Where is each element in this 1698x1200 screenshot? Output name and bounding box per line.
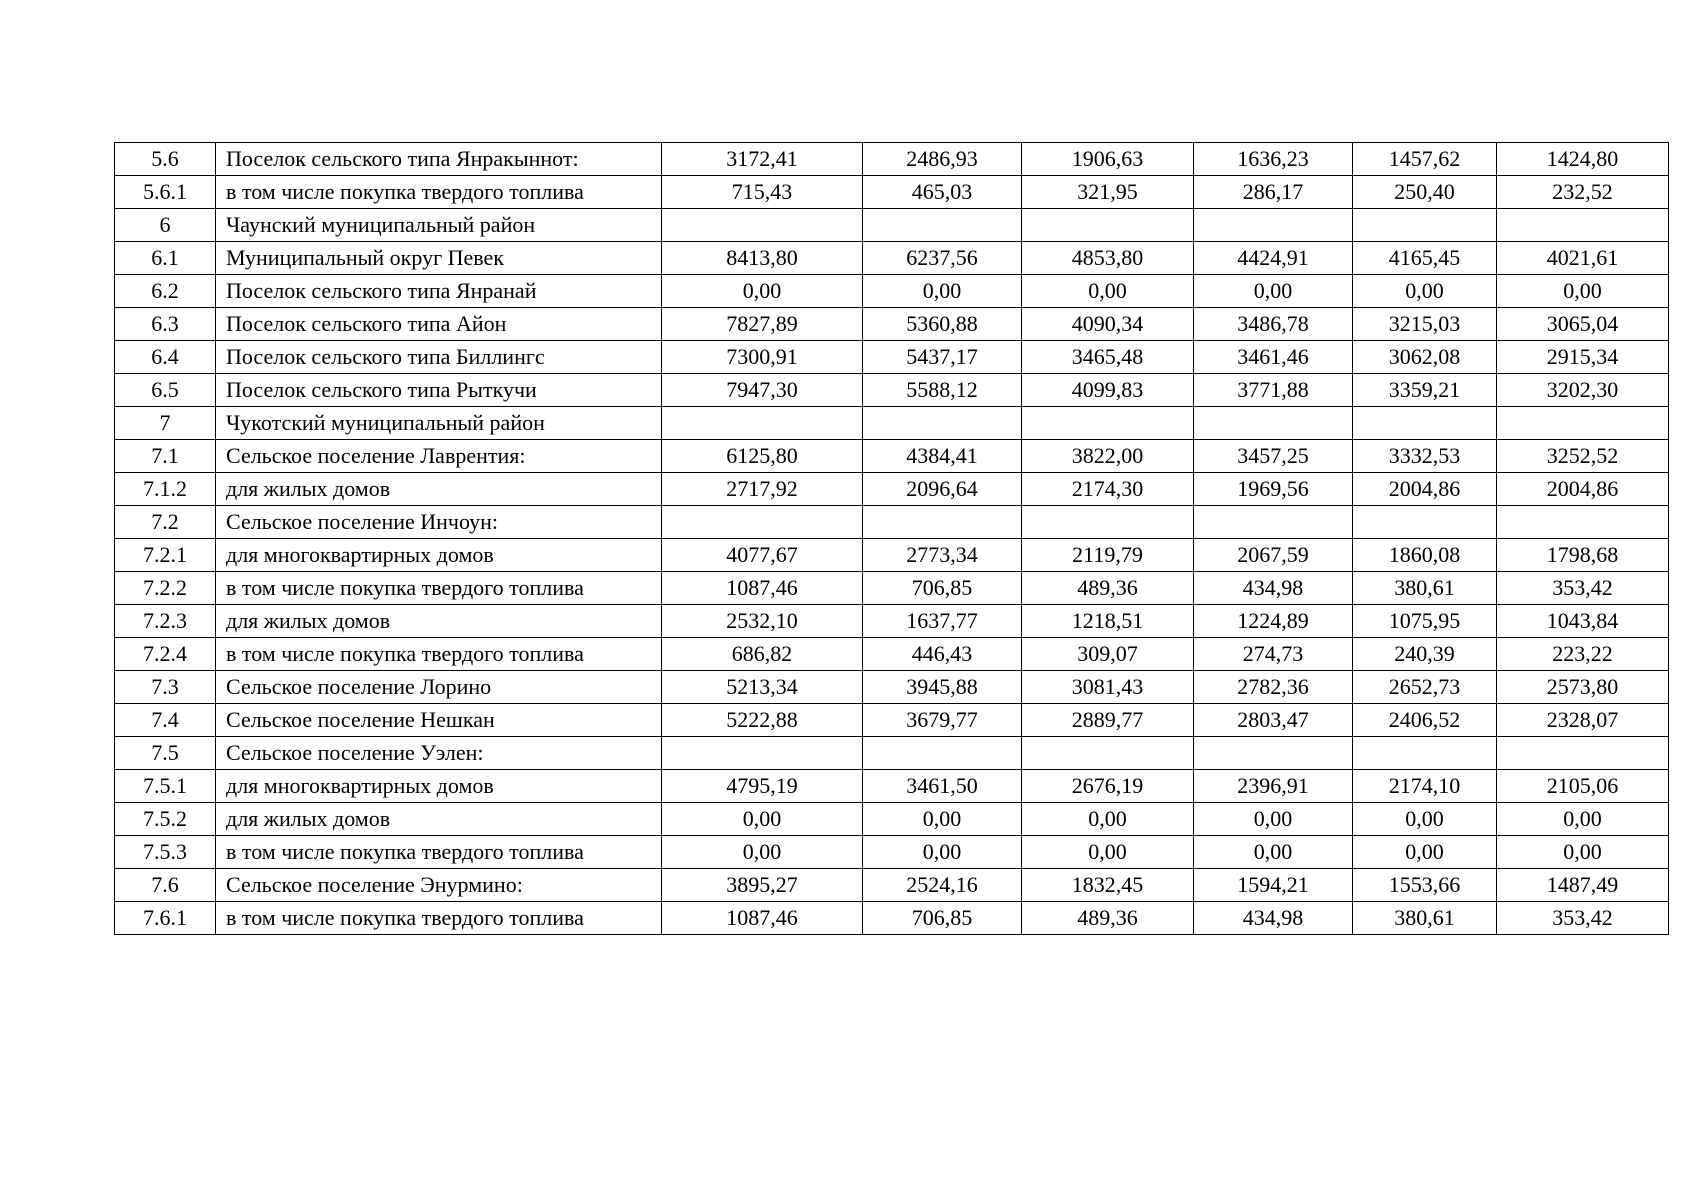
value-cell: 0,00 bbox=[1022, 275, 1194, 308]
row-name-cell: Поселок сельского типа Биллингс bbox=[216, 341, 662, 374]
value-cell: 380,61 bbox=[1353, 572, 1497, 605]
value-cell: 2486,93 bbox=[863, 143, 1022, 176]
row-name-cell: Сельское поселение Лаврентия: bbox=[216, 440, 662, 473]
value-cell: 0,00 bbox=[863, 275, 1022, 308]
value-cell: 2782,36 bbox=[1194, 671, 1353, 704]
value-cell: 489,36 bbox=[1022, 572, 1194, 605]
value-cell bbox=[1353, 209, 1497, 242]
value-cell: 2174,10 bbox=[1353, 770, 1497, 803]
table-row bbox=[115, 209, 1669, 242]
value-cell: 2004,86 bbox=[1497, 473, 1669, 506]
table-row bbox=[115, 242, 1669, 275]
value-cell: 0,00 bbox=[1353, 836, 1497, 869]
value-cell: 353,42 bbox=[1497, 572, 1669, 605]
value-cell: 1636,23 bbox=[1194, 143, 1353, 176]
value-cell bbox=[1022, 506, 1194, 539]
table-row bbox=[115, 143, 1669, 176]
value-cell: 5588,12 bbox=[863, 374, 1022, 407]
row-number-cell: 7.4 bbox=[115, 704, 216, 737]
row-number-cell: 6.4 bbox=[115, 341, 216, 374]
value-cell: 1969,56 bbox=[1194, 473, 1353, 506]
value-cell: 2652,73 bbox=[1353, 671, 1497, 704]
value-cell: 465,03 bbox=[863, 176, 1022, 209]
value-cell: 0,00 bbox=[1194, 836, 1353, 869]
value-cell: 309,07 bbox=[1022, 638, 1194, 671]
value-cell bbox=[1497, 209, 1669, 242]
value-cell bbox=[1497, 506, 1669, 539]
value-cell bbox=[1353, 407, 1497, 440]
value-cell bbox=[662, 209, 863, 242]
value-cell: 686,82 bbox=[662, 638, 863, 671]
row-name-cell: Поселок сельского типа Айон bbox=[216, 308, 662, 341]
value-cell: 2773,34 bbox=[863, 539, 1022, 572]
table-row bbox=[115, 638, 1669, 671]
row-number-cell: 7.1 bbox=[115, 440, 216, 473]
value-cell: 434,98 bbox=[1194, 572, 1353, 605]
value-cell: 2396,91 bbox=[1194, 770, 1353, 803]
table-row bbox=[115, 902, 1669, 935]
value-cell: 3679,77 bbox=[863, 704, 1022, 737]
row-number-cell: 7.1.2 bbox=[115, 473, 216, 506]
table-row bbox=[115, 803, 1669, 836]
value-cell: 2105,06 bbox=[1497, 770, 1669, 803]
row-name-cell: для многоквартирных домов bbox=[216, 539, 662, 572]
value-cell: 5360,88 bbox=[863, 308, 1022, 341]
value-cell: 2524,16 bbox=[863, 869, 1022, 902]
value-cell bbox=[1497, 407, 1669, 440]
row-name-cell: Муниципальный округ Певек bbox=[216, 242, 662, 275]
value-cell: 2406,52 bbox=[1353, 704, 1497, 737]
value-cell: 1637,77 bbox=[863, 605, 1022, 638]
value-cell: 286,17 bbox=[1194, 176, 1353, 209]
value-cell: 3945,88 bbox=[863, 671, 1022, 704]
value-cell: 3895,27 bbox=[662, 869, 863, 902]
value-cell bbox=[863, 209, 1022, 242]
table-row bbox=[115, 704, 1669, 737]
value-cell: 3771,88 bbox=[1194, 374, 1353, 407]
row-name-cell: в том числе покупка твердого топлива bbox=[216, 572, 662, 605]
value-cell: 0,00 bbox=[662, 803, 863, 836]
table-row bbox=[115, 341, 1669, 374]
value-cell: 1075,95 bbox=[1353, 605, 1497, 638]
value-cell: 250,40 bbox=[1353, 176, 1497, 209]
value-cell: 2915,34 bbox=[1497, 341, 1669, 374]
row-number-cell: 6.5 bbox=[115, 374, 216, 407]
value-cell: 3332,53 bbox=[1353, 440, 1497, 473]
row-number-cell: 7.3 bbox=[115, 671, 216, 704]
value-cell: 0,00 bbox=[1497, 836, 1669, 869]
row-name-cell: в том числе покупка твердого топлива bbox=[216, 176, 662, 209]
value-cell: 0,00 bbox=[1353, 803, 1497, 836]
value-cell: 2889,77 bbox=[1022, 704, 1194, 737]
row-number-cell: 6.3 bbox=[115, 308, 216, 341]
value-cell: 1218,51 bbox=[1022, 605, 1194, 638]
value-cell bbox=[863, 737, 1022, 770]
value-cell bbox=[1194, 737, 1353, 770]
value-cell: 1594,21 bbox=[1194, 869, 1353, 902]
value-cell: 2532,10 bbox=[662, 605, 863, 638]
row-name-cell: Чаунский муниципальный район bbox=[216, 209, 662, 242]
value-cell bbox=[1022, 209, 1194, 242]
value-cell: 1553,66 bbox=[1353, 869, 1497, 902]
value-cell: 0,00 bbox=[662, 836, 863, 869]
value-cell: 5437,17 bbox=[863, 341, 1022, 374]
row-name-cell: для жилых домов bbox=[216, 473, 662, 506]
value-cell: 2328,07 bbox=[1497, 704, 1669, 737]
value-cell: 3486,78 bbox=[1194, 308, 1353, 341]
value-cell: 4165,45 bbox=[1353, 242, 1497, 275]
value-cell bbox=[863, 407, 1022, 440]
row-number-cell: 7 bbox=[115, 407, 216, 440]
row-name-cell: Сельское поселение Инчоун: bbox=[216, 506, 662, 539]
value-cell: 0,00 bbox=[1497, 275, 1669, 308]
row-name-cell: в том числе покупка твердого топлива bbox=[216, 836, 662, 869]
value-cell: 3461,46 bbox=[1194, 341, 1353, 374]
value-cell: 0,00 bbox=[1022, 836, 1194, 869]
table-row bbox=[115, 770, 1669, 803]
value-cell: 1798,68 bbox=[1497, 539, 1669, 572]
row-number-cell: 7.6 bbox=[115, 869, 216, 902]
row-number-cell: 7.5.2 bbox=[115, 803, 216, 836]
row-name-cell: в том числе покупка твердого топлива bbox=[216, 638, 662, 671]
value-cell: 1457,62 bbox=[1353, 143, 1497, 176]
value-cell bbox=[1353, 737, 1497, 770]
value-cell: 2119,79 bbox=[1022, 539, 1194, 572]
row-name-cell: Сельское поселение Энурмино: bbox=[216, 869, 662, 902]
value-cell: 3461,50 bbox=[863, 770, 1022, 803]
value-cell: 0,00 bbox=[1353, 275, 1497, 308]
value-cell: 3359,21 bbox=[1353, 374, 1497, 407]
value-cell: 2803,47 bbox=[1194, 704, 1353, 737]
value-cell: 2573,80 bbox=[1497, 671, 1669, 704]
value-cell: 3252,52 bbox=[1497, 440, 1669, 473]
value-cell: 3457,25 bbox=[1194, 440, 1353, 473]
value-cell: 5222,88 bbox=[662, 704, 863, 737]
row-name-cell: Сельское поселение Лорино bbox=[216, 671, 662, 704]
row-name-cell: Сельское поселение Уэлен: bbox=[216, 737, 662, 770]
table-row bbox=[115, 869, 1669, 902]
row-number-cell: 7.6.1 bbox=[115, 902, 216, 935]
table-body bbox=[115, 143, 1669, 935]
value-cell: 1906,63 bbox=[1022, 143, 1194, 176]
value-cell: 5213,34 bbox=[662, 671, 863, 704]
value-cell bbox=[1194, 506, 1353, 539]
value-cell: 4099,83 bbox=[1022, 374, 1194, 407]
value-cell: 1424,80 bbox=[1497, 143, 1669, 176]
value-cell: 2676,19 bbox=[1022, 770, 1194, 803]
row-number-cell: 7.2.3 bbox=[115, 605, 216, 638]
table-row bbox=[115, 473, 1669, 506]
value-cell: 1087,46 bbox=[662, 572, 863, 605]
value-cell: 3465,48 bbox=[1022, 341, 1194, 374]
value-cell: 3065,04 bbox=[1497, 308, 1669, 341]
value-cell: 1224,89 bbox=[1194, 605, 1353, 638]
value-cell: 4384,41 bbox=[863, 440, 1022, 473]
row-name-cell: для многоквартирных домов bbox=[216, 770, 662, 803]
value-cell: 489,36 bbox=[1022, 902, 1194, 935]
value-cell bbox=[1194, 407, 1353, 440]
value-cell: 321,95 bbox=[1022, 176, 1194, 209]
value-cell: 0,00 bbox=[1497, 803, 1669, 836]
value-cell: 353,42 bbox=[1497, 902, 1669, 935]
value-cell: 7827,89 bbox=[662, 308, 863, 341]
value-cell: 7300,91 bbox=[662, 341, 863, 374]
value-cell: 2717,92 bbox=[662, 473, 863, 506]
row-number-cell: 6 bbox=[115, 209, 216, 242]
value-cell: 3172,41 bbox=[662, 143, 863, 176]
row-name-cell: Сельское поселение Нешкан bbox=[216, 704, 662, 737]
value-cell: 0,00 bbox=[863, 836, 1022, 869]
value-cell: 232,52 bbox=[1497, 176, 1669, 209]
value-cell: 0,00 bbox=[863, 803, 1022, 836]
row-number-cell: 5.6.1 bbox=[115, 176, 216, 209]
value-cell: 6237,56 bbox=[863, 242, 1022, 275]
table-row bbox=[115, 407, 1669, 440]
value-cell: 1087,46 bbox=[662, 902, 863, 935]
value-cell: 7947,30 bbox=[662, 374, 863, 407]
value-cell: 240,39 bbox=[1353, 638, 1497, 671]
value-cell: 3062,08 bbox=[1353, 341, 1497, 374]
value-cell: 4021,61 bbox=[1497, 242, 1669, 275]
value-cell: 0,00 bbox=[1194, 275, 1353, 308]
value-cell: 3215,03 bbox=[1353, 308, 1497, 341]
row-number-cell: 7.5.1 bbox=[115, 770, 216, 803]
row-name-cell: Поселок сельского типа Янранай bbox=[216, 275, 662, 308]
value-cell: 2067,59 bbox=[1194, 539, 1353, 572]
value-cell: 4795,19 bbox=[662, 770, 863, 803]
table-row bbox=[115, 572, 1669, 605]
table-row bbox=[115, 176, 1669, 209]
value-cell: 274,73 bbox=[1194, 638, 1353, 671]
table-row bbox=[115, 506, 1669, 539]
value-cell: 0,00 bbox=[1022, 803, 1194, 836]
row-name-cell: для жилых домов bbox=[216, 803, 662, 836]
value-cell: 706,85 bbox=[863, 572, 1022, 605]
value-cell: 434,98 bbox=[1194, 902, 1353, 935]
value-cell: 715,43 bbox=[662, 176, 863, 209]
value-cell: 3822,00 bbox=[1022, 440, 1194, 473]
value-cell bbox=[863, 506, 1022, 539]
data-table bbox=[114, 142, 1669, 935]
value-cell: 4424,91 bbox=[1194, 242, 1353, 275]
value-cell: 1487,49 bbox=[1497, 869, 1669, 902]
value-cell bbox=[1194, 209, 1353, 242]
value-cell: 6125,80 bbox=[662, 440, 863, 473]
table-row bbox=[115, 671, 1669, 704]
row-number-cell: 7.2.2 bbox=[115, 572, 216, 605]
row-name-cell: в том числе покупка твердого топлива bbox=[216, 902, 662, 935]
value-cell: 3081,43 bbox=[1022, 671, 1194, 704]
value-cell bbox=[1022, 737, 1194, 770]
value-cell: 446,43 bbox=[863, 638, 1022, 671]
table-row bbox=[115, 275, 1669, 308]
value-cell: 4090,34 bbox=[1022, 308, 1194, 341]
value-cell: 2174,30 bbox=[1022, 473, 1194, 506]
value-cell: 0,00 bbox=[1194, 803, 1353, 836]
row-number-cell: 6.2 bbox=[115, 275, 216, 308]
table-row bbox=[115, 605, 1669, 638]
value-cell: 1043,84 bbox=[1497, 605, 1669, 638]
row-name-cell: Поселок сельского типа Рыткучи bbox=[216, 374, 662, 407]
value-cell: 0,00 bbox=[662, 275, 863, 308]
table-row bbox=[115, 308, 1669, 341]
row-name-cell: Чукотский муниципальный район bbox=[216, 407, 662, 440]
value-cell: 3202,30 bbox=[1497, 374, 1669, 407]
value-cell bbox=[662, 737, 863, 770]
value-cell: 4853,80 bbox=[1022, 242, 1194, 275]
value-cell: 4077,67 bbox=[662, 539, 863, 572]
value-cell: 1860,08 bbox=[1353, 539, 1497, 572]
value-cell bbox=[662, 407, 863, 440]
table-row bbox=[115, 539, 1669, 572]
value-cell bbox=[1353, 506, 1497, 539]
table-row bbox=[115, 440, 1669, 473]
value-cell bbox=[662, 506, 863, 539]
row-number-cell: 7.5.3 bbox=[115, 836, 216, 869]
table-row bbox=[115, 737, 1669, 770]
value-cell: 1832,45 bbox=[1022, 869, 1194, 902]
row-number-cell: 6.1 bbox=[115, 242, 216, 275]
value-cell: 2004,86 bbox=[1353, 473, 1497, 506]
value-cell bbox=[1497, 737, 1669, 770]
value-cell: 706,85 bbox=[863, 902, 1022, 935]
value-cell: 2096,64 bbox=[863, 473, 1022, 506]
row-number-cell: 7.2.4 bbox=[115, 638, 216, 671]
row-number-cell: 7.5 bbox=[115, 737, 216, 770]
row-number-cell: 5.6 bbox=[115, 143, 216, 176]
row-name-cell: для жилых домов bbox=[216, 605, 662, 638]
table-row bbox=[115, 836, 1669, 869]
row-number-cell: 7.2.1 bbox=[115, 539, 216, 572]
value-cell: 223,22 bbox=[1497, 638, 1669, 671]
value-cell bbox=[1022, 407, 1194, 440]
row-number-cell: 7.2 bbox=[115, 506, 216, 539]
value-cell: 380,61 bbox=[1353, 902, 1497, 935]
table-row bbox=[115, 374, 1669, 407]
row-name-cell: Поселок сельского типа Янракыннот: bbox=[216, 143, 662, 176]
value-cell: 8413,80 bbox=[662, 242, 863, 275]
